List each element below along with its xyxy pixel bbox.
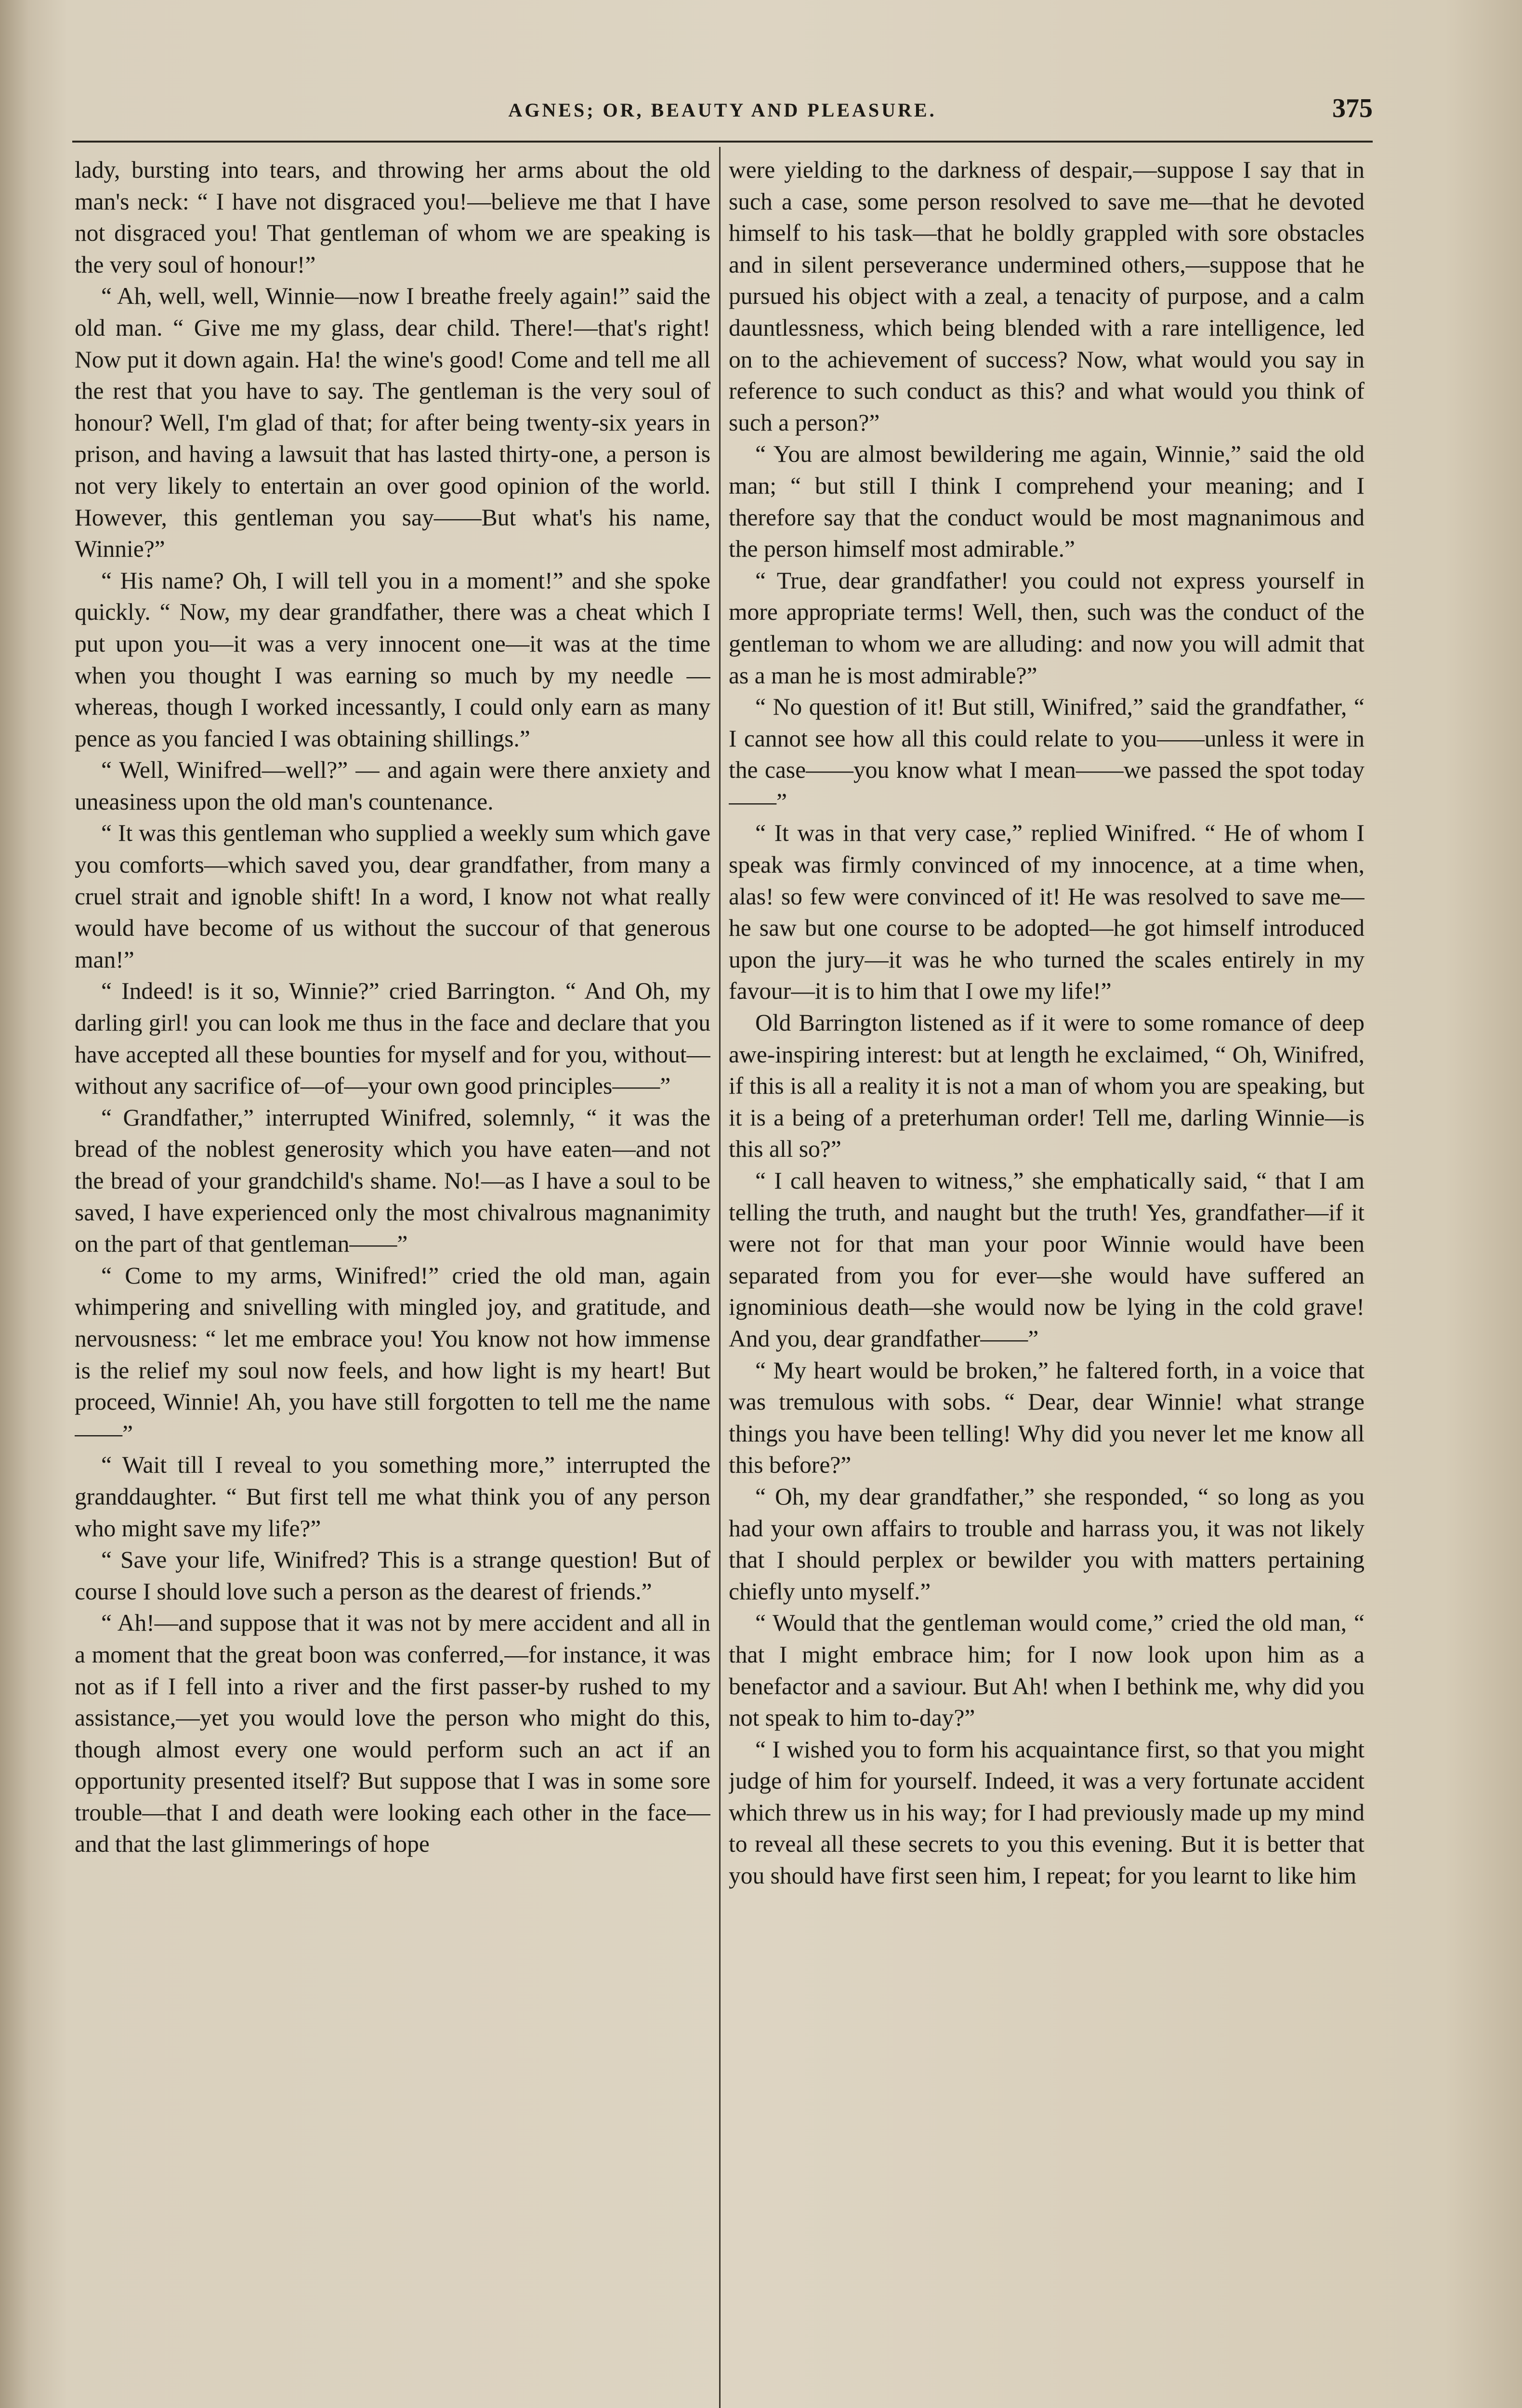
text-column-right: [729, 154, 1365, 2408]
paragraph: “ Would that the gentleman would come,” cried the old man, “ that I might embrace him; for I now look upon him as a benefactor and a saviour. But Ah! when I bethink me, why did you not speak to him to-day?”: [729, 1610, 1365, 1731]
paragraph: “ My heart would be broken,” he faltered forth, in a voice that was tremulous with sobs. “ Dear, dear Winnie! what strange things you have been telling! Why did you never let me know all this before?”: [729, 1357, 1365, 1479]
paragraph: “ It was this gentleman who supplied a weekly sum which gave you comforts—which saved you, dear grandfather, from many a cruel strait and ignoble shift! In a word, I know not what really would have become of us without the succour of that generous man!”: [75, 820, 710, 973]
header-rule: [72, 141, 1373, 143]
paragraph: “ Oh, my dear grandfather,” she responded, “ so long as you had your own affairs to trouble and harrass you, it was not likely that I should perplex or bewilder you with matters pertaining chiefly unto myself.”: [729, 1483, 1365, 1605]
text-column-left: [75, 154, 710, 2408]
paragraph: “ Ah, well, well, Winnie—now I breathe freely again!” said the old man. “ Give me my glass, dear child. There!—that's right! Now put it down again. Ha! the wine's good! Come and tell me all the rest that you have to say. The gentleman is the very soul of honour? Well, I'm glad of that; for after being twenty-six years in prison, and having a lawsuit that has lasted thirty-one, a person is not very likely to entertain an over good opinion of the world. However, this gentleman you say——But what's his name, Winnie?”: [75, 283, 710, 563]
paragraph: “ I call heaven to witness,” she emphatically said, “ that I am telling the truth, and naught but the truth! Yes, grandfather—if it were not for that man your poor Winnie would have been separated from you for ever—she would have suffered an ignominious death—she would now be lying in the cold grave! And you, dear grandfather——”: [729, 1167, 1365, 1352]
column-divider: [719, 147, 721, 2408]
paragraph: “ Ah!—and suppose that it was not by mere accident and all in a moment that the great boon was conferred,—for instance, it was not as if I fell into a river and the first passer-by rushed to my assistance,—yet you would love the person who might do this, though almost every one would perform such an act if an opportunity presented itself? But suppose that I was in some sore trouble—that I and death were looking each other in the face—and that the last glimmerings of hope: [75, 1610, 710, 1858]
paragraph: “ It was in that very case,” replied Winifred. “ He of whom I speak was firmly convinced of my innocence, at a time when, alas! so few were convinced of it! He was resolved to save me—he saw but one course to be adopted—he got himself introduced upon the jury—it was he who turned the scales entirely in my favour—it is to him that I owe my life!”: [729, 820, 1365, 1005]
running-title: AGNES; OR, BEAUTY AND PLEASURE.: [508, 99, 937, 121]
page-header: [72, 93, 1373, 132]
paragraph: “ I wished you to form his acquaintance first, so that you might judge of him for yourself. Indeed, it was a very fortunate accident which threw us in his way; for I had previously made up my mind to reveal all these secrets to you this evening. But it is better that you should have first seen him, I repeat; for you learnt to like him: [729, 1736, 1365, 1889]
paragraph: “ No question of it! But still, Winifred,” said the grandfather, “ I cannot see how all this could relate to you——unless it were in the case——you know what I mean——we passed the spot today——”: [729, 694, 1365, 815]
paragraph: “ Indeed! is it so, Winnie?” cried Barrington. “ And Oh, my darling girl! you can look me thus in the face and declare that you have accepted all these bounties for myself and for you, without—without any sacrifice of—of—your own good principles——”: [75, 978, 710, 1099]
paragraph: “ Come to my arms, Winifred!” cried the old man, again whimpering and snivelling with mingled joy, and gratitude, and nervousness: “ let me embrace you! You know not how immense is the relief my soul now feels, and how light is my heart! But proceed, Winnie! Ah, you have still forgotten to tell me the name——”: [75, 1262, 710, 1447]
paragraph: “ His name? Oh, I will tell you in a moment!” and she spoke quickly. “ Now, my dear grandfather, there was a cheat which I put upon you—it was a very innocent one—it was at the time when you thought I was earning so much by my needle — whereas, though I worked incessantly, I could only earn as many pence as you fancied I was obtaining shillings.”: [75, 567, 710, 752]
paragraph: “ Grandfather,” interrupted Winifred, solemnly, “ it was the bread of the noblest generosity which you have eaten—and not the bread of your grandchild's shame. No!—as I have a soul to be saved, I have experienced only the most chivalrous magnanimity on the part of that gentleman——”: [75, 1104, 710, 1257]
paragraph: “ You are almost bewildering me again, Winnie,” said the old man; “ but still I think I comprehend your meaning; and I therefore say that the conduct would be most magnanimous and the person himself most admirable.”: [729, 441, 1365, 563]
paragraph: “ True, dear grandfather! you could not express yourself in more appropriate terms! Well, then, such was the conduct of the gentleman to whom we are alluding: and now you will admit that as a man he is most admirable?”: [729, 567, 1365, 689]
paragraph: “ Save your life, Winifred? This is a strange question! But of course I should love such a person as the dearest of friends.”: [75, 1546, 710, 1605]
paragraph: lady, bursting into tears, and throwing her arms about the old man's neck: “ I have not disgraced you!—believe me that I have not disgraced you! That gentleman of whom we are speaking is the very soul of honour!”: [75, 157, 710, 278]
page-number: 375: [1332, 93, 1373, 123]
paragraph: were yielding to the darkness of despair,—suppose I say that in such a case, some person resolved to save me—that he devoted himself to his task—that he boldly grappled with sore obstacles and in silent perseverance undermined others,—suppose that he pursued his object with a zeal, a tenacity of purpose, and a calm dauntlessness, which being blended with a rare intelligence, led on to the achievement of success? Now, what would you say in reference to such conduct as this? and what would you think of such a person?”: [729, 157, 1365, 436]
paragraph: “ Wait till I reveal to you something more,” interrupted the granddaughter. “ But first tell me what think you of any person who might save my life?”: [75, 1452, 710, 1542]
paragraph: “ Well, Winifred—well?” — and again were there anxiety and uneasiness upon the old man's countenance.: [75, 757, 710, 815]
paragraph: Old Barrington listened as if it were to some romance of deep awe-inspiring interest: but at length he exclaimed, “ Oh, Winifred, if this is all a reality it is not a man of whom you are speaking, but it is a being of a preterhuman order! Tell me, darling Winnie—is this all so?”: [729, 1009, 1365, 1163]
